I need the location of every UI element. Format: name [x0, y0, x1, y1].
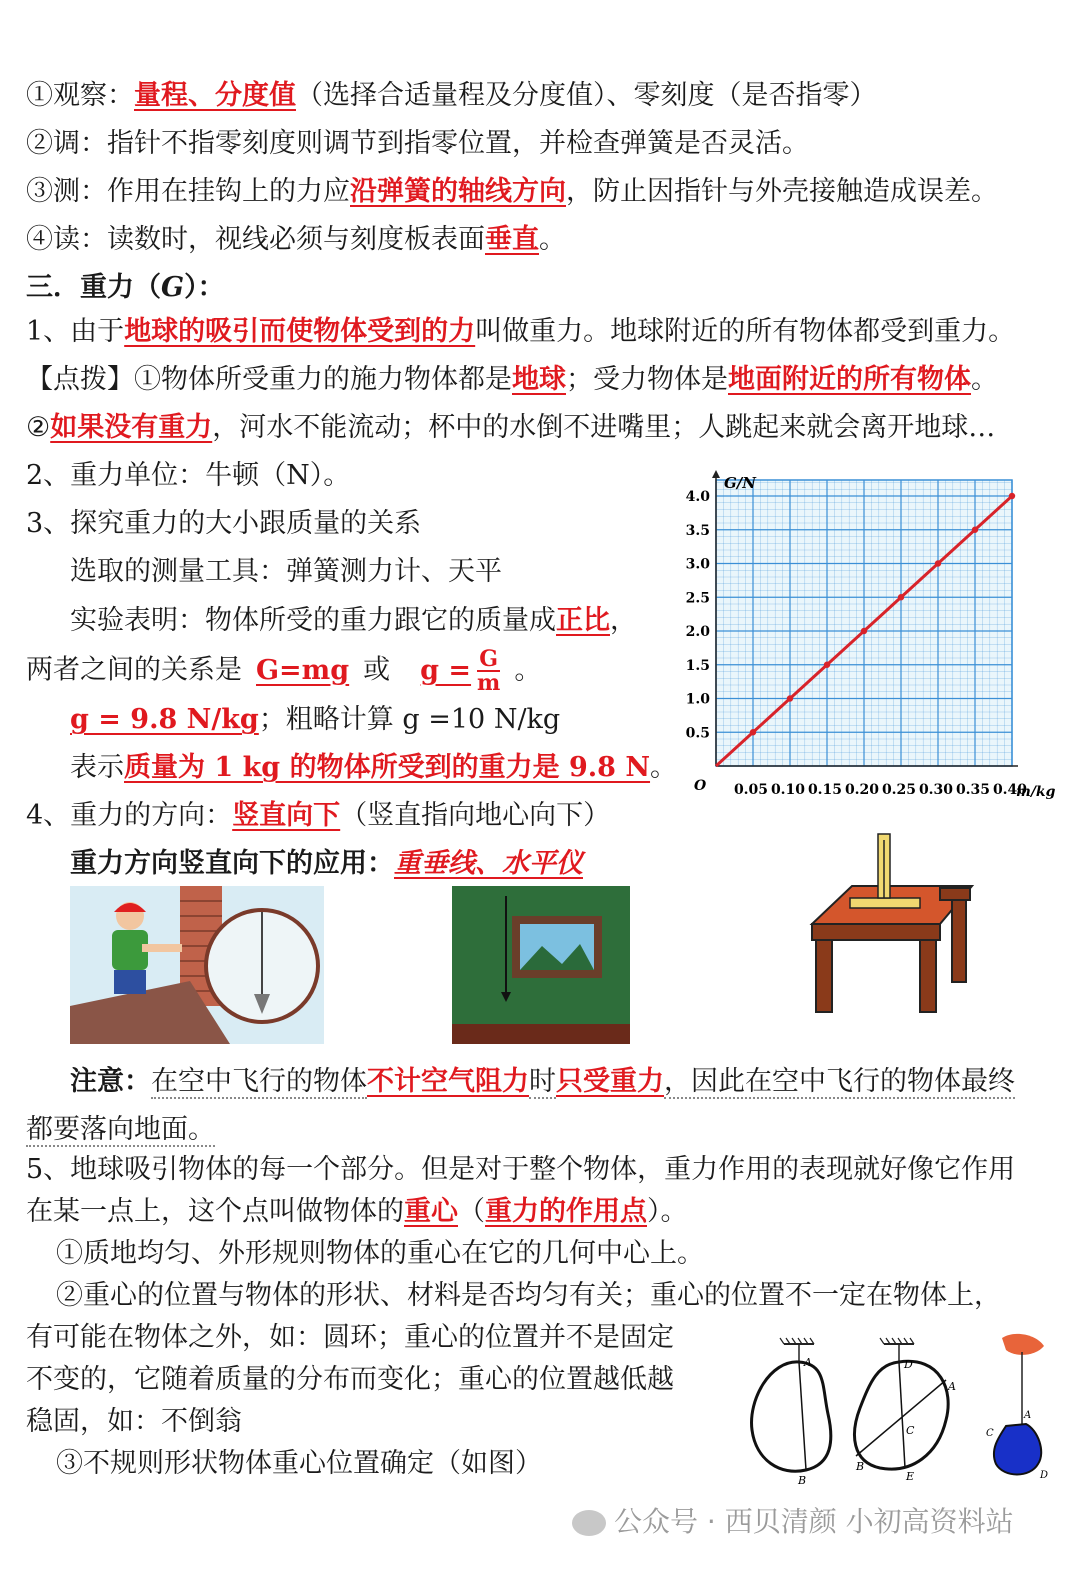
table-level-illustration	[790, 824, 980, 1014]
highlight: 重力的作用点	[485, 1196, 647, 1227]
highlight: 只受重力	[556, 1066, 664, 1097]
numerator: G	[477, 648, 500, 672]
data-point	[787, 695, 793, 701]
text: 4、重力的方向：	[26, 800, 233, 831]
text: 稳固，如：不倒翁	[26, 1406, 242, 1437]
watermark	[572, 1500, 1014, 1540]
watermark-text: 公众号 · 西贝清颜 小初高资料站	[614, 1505, 1014, 1538]
text: 。	[539, 224, 566, 255]
label: 注意：	[70, 1066, 151, 1097]
y-tick-label: 3.5	[685, 522, 710, 539]
point-label: C	[986, 1428, 994, 1439]
data-point	[824, 662, 830, 668]
y-tick-label: 1.0	[685, 691, 710, 708]
highlight: 地球	[512, 364, 566, 395]
line-read	[26, 220, 566, 260]
line-shape	[56, 1276, 1001, 1316]
data-point	[1009, 493, 1015, 499]
text: ，防止因指针与外壳接触造成误差。	[566, 176, 998, 207]
highlight: 垂直	[485, 224, 539, 255]
highlight: 如果没有重力	[50, 412, 213, 443]
highlight: 地球的吸引而使物体受到的力	[124, 316, 476, 347]
line-note	[70, 1062, 1015, 1102]
text: 。	[514, 654, 542, 686]
text: ；粗略计算 g =10 N/kg	[258, 704, 561, 735]
level-base	[850, 898, 920, 908]
line-unit	[26, 456, 350, 496]
line-tumbler	[26, 1402, 242, 1442]
center-of-gravity-figures	[740, 1330, 1060, 1490]
line-distribution	[26, 1360, 674, 1400]
text: 不变的，它随着质量的分布而变化；重心的位置越低越	[26, 1364, 674, 1395]
text: ②调：指针不指零刻度则调节到指零位置，并检查弹簧是否灵活。	[26, 128, 809, 159]
line-center-1	[26, 1150, 1015, 1190]
text: ③测：作用在挂钩上的力应	[26, 176, 350, 207]
text: ②	[26, 412, 51, 443]
gravity-mass-chart	[680, 466, 1064, 806]
text: ②重心的位置与物体的形状、材料是否均匀有关；重心的位置不一定在物体上，	[56, 1280, 1001, 1311]
text: 5、地球吸引物体的每一个部分。但是对于整个物体，重力作用的表现就好像它作用	[26, 1154, 1016, 1185]
text: 在某一点上，这个点叫做物体的	[26, 1196, 404, 1227]
line-definition	[26, 312, 1015, 352]
plumb-line-illustration	[70, 886, 324, 1044]
text: 。	[650, 752, 678, 783]
text: 都要落向地面。	[26, 1114, 215, 1145]
line-relation	[26, 648, 541, 694]
text: 叫做重力。地球附近的所有物体都受到重力。	[475, 316, 1016, 347]
figure-3	[986, 1334, 1048, 1481]
highlight: 重垂线、水平仪	[394, 848, 583, 879]
y-tick-label: 2.0	[685, 624, 710, 640]
x-tick-label: 0.10	[770, 782, 806, 798]
table-leg	[816, 940, 832, 1012]
text: 三．重力（	[26, 272, 161, 303]
text: ）。	[647, 1196, 688, 1227]
y-tick-label: 0.5	[685, 725, 710, 742]
highlight: 重心	[404, 1196, 458, 1227]
point-label: E	[906, 1470, 915, 1483]
fraction	[477, 648, 500, 694]
point-label: B	[856, 1460, 865, 1473]
text: 选取的测量工具：弹簧测力计、天平	[70, 556, 502, 587]
point-label: A	[804, 1356, 812, 1369]
text: 在空中飞行的物体	[151, 1066, 367, 1097]
data-point	[935, 560, 941, 566]
y-tick-label: 2.5	[685, 590, 710, 607]
table-leg	[952, 900, 966, 982]
line-explore	[26, 504, 421, 544]
x-tick-label: 0.05	[733, 782, 769, 798]
line-direction	[26, 796, 610, 836]
line-uniform	[56, 1234, 704, 1274]
text: 时	[529, 1066, 556, 1097]
point-label: A	[948, 1380, 956, 1393]
text: ；受力物体是	[566, 364, 728, 395]
text: 实验表明：物体所受的重力跟它的质量成	[70, 605, 556, 636]
x-tick-label: 0.20	[844, 782, 880, 798]
line-observe	[26, 76, 877, 116]
y-tick-label: 1.5	[685, 657, 710, 674]
text: ，	[610, 605, 637, 636]
text: 1、由于	[26, 316, 125, 347]
point-label: D	[1040, 1470, 1049, 1481]
x-tick-label: 0.15	[807, 782, 843, 798]
table-leg	[920, 940, 936, 1012]
text: G	[161, 272, 185, 303]
y-axis-label: G/N	[724, 474, 756, 492]
section-heading	[26, 268, 225, 308]
point-label: A	[1024, 1410, 1032, 1421]
data-point	[972, 527, 978, 533]
line-adjust	[26, 124, 809, 164]
line-result	[70, 601, 637, 641]
point-label: B	[798, 1474, 807, 1487]
highlight: 质量为 1 kg 的物体所受到的重力是 9.8 N	[124, 752, 651, 783]
text: ①观察：	[26, 80, 134, 111]
highlight: 不计空气阻力	[367, 1066, 529, 1097]
text: ）：	[184, 272, 225, 303]
text: 3、探究重力的大小跟质量的关系	[26, 508, 422, 539]
origin-label: O	[694, 778, 707, 794]
x-tick-label: 0.30	[918, 782, 954, 798]
text: 有可能在物体之外，如：圆环；重心的位置并不是固定	[26, 1322, 674, 1353]
formula-g-mg: G=mg	[256, 654, 350, 686]
text: 重力方向竖直向下的应用：	[70, 848, 394, 879]
text: 【点拨】①物体所受重力的施力物体都是	[26, 364, 512, 395]
x-tick-label: 0.25	[881, 782, 917, 798]
denominator: m	[477, 670, 501, 696]
x-tick-label: 0.35	[955, 782, 991, 798]
line-center-2	[26, 1192, 688, 1232]
point-label: D	[904, 1358, 913, 1371]
y-tick-label: 4.0	[685, 489, 710, 505]
x-tick-label: 0.40	[992, 782, 1028, 798]
line-measure	[26, 172, 998, 212]
line-no-gravity	[26, 408, 995, 448]
table-side	[940, 888, 970, 900]
text: 2、重力单位：牛顿（N）。	[26, 460, 351, 491]
text: 。	[971, 364, 998, 395]
line-irregular	[56, 1444, 542, 1484]
wechat-icon	[572, 1510, 606, 1536]
text: ①质地均匀、外形规则物体的重心在它的几何中心上。	[56, 1238, 704, 1269]
highlight: 正比	[556, 605, 610, 636]
highlight: 量程、分度值	[134, 80, 296, 111]
floor	[452, 1024, 630, 1044]
highlight: 竖直向下	[232, 800, 341, 831]
text: ④读：读数时，视线必须与刻度板表面	[26, 224, 485, 255]
text: ③不规则形状物体重心位置确定（如图）	[56, 1448, 542, 1479]
highlight: 沿弹簧的轴线方向	[350, 176, 566, 207]
text: （选择合适量程及分度值）、零刻度（是否指零）	[296, 80, 877, 111]
figure-2	[855, 1338, 956, 1483]
highlight: g = 9.8 N/kg	[70, 704, 259, 735]
formula-g: g =	[420, 654, 472, 686]
text: （	[458, 1196, 485, 1227]
figure-1	[752, 1338, 831, 1487]
hand-icon	[1002, 1334, 1044, 1355]
text: 或	[363, 654, 391, 686]
text: 表示	[70, 752, 124, 783]
text: （竖直指向地心向下）	[340, 800, 611, 831]
table-edge	[812, 924, 940, 940]
y-tick-label: 3.0	[685, 556, 710, 573]
point-label: C	[906, 1424, 915, 1437]
x-axis-label: m/kg	[1016, 784, 1056, 800]
line-meaning	[70, 748, 677, 788]
text: ，因此在空中飞行的物体最终	[664, 1066, 1015, 1097]
line-g-value	[70, 700, 560, 740]
line-ring	[26, 1318, 674, 1358]
line-tip	[26, 360, 998, 400]
picture-frame-illustration	[452, 886, 630, 1044]
data-point	[750, 729, 756, 735]
text: 两者之间的关系是	[26, 654, 242, 686]
y-axis-arrow	[712, 470, 720, 478]
line-note-2	[26, 1110, 215, 1150]
highlight: 地面附近的所有物体	[728, 364, 971, 395]
irregular-object	[994, 1424, 1041, 1475]
line-tools	[70, 552, 502, 592]
text: ，河水不能流动；杯中的水倒不进嘴里；人跳起来就会离开地球…	[212, 412, 996, 443]
data-point	[861, 628, 867, 634]
line-application	[70, 844, 583, 884]
data-point	[898, 594, 904, 600]
